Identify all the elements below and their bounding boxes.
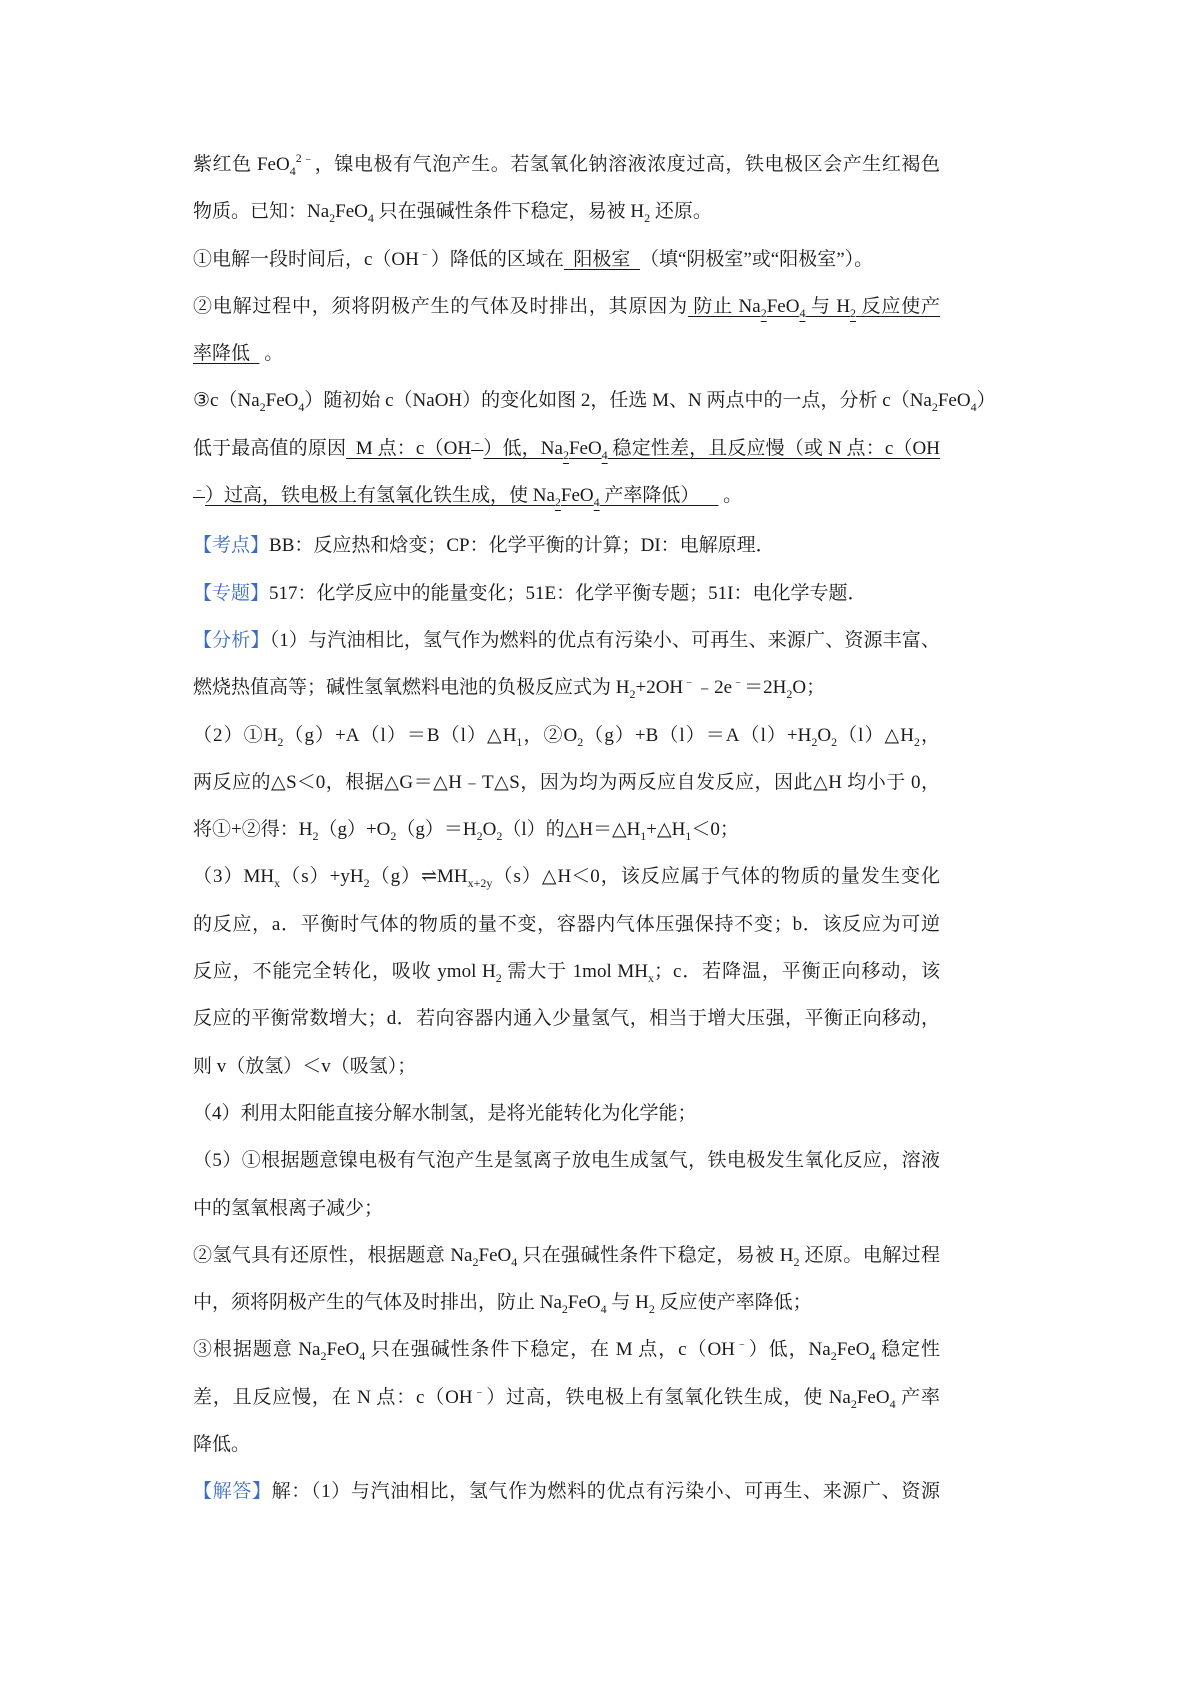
- subscript: 2: [363, 876, 370, 891]
- underlined-answer: 防止 Na: [687, 295, 761, 317]
- text-run: 低于最高值的原因: [193, 437, 347, 459]
- text-run: 紫红色 FeO: [193, 154, 290, 175]
- document-body: [193, 141, 996, 1516]
- subscript: 2: [850, 1396, 857, 1411]
- text-run: 则 v（放氢）＜v（吸氢）；: [193, 1055, 417, 1077]
- text-line: [193, 759, 940, 806]
- text-run: 还原。: [650, 201, 712, 223]
- fenxi-line: [193, 617, 940, 664]
- text-run: O: [817, 724, 832, 746]
- text-run: +2OH: [635, 677, 684, 699]
- subscript: 4: [600, 1302, 607, 1317]
- text-run: ②氢气具有还原性，根据题意 Na: [193, 1244, 473, 1266]
- subscript: 2: [496, 829, 503, 844]
- subscript: 4: [799, 305, 806, 320]
- text-run: FeO: [478, 1244, 512, 1266]
- text-run: （g）+O: [318, 819, 391, 841]
- underlined-answer: ）低，Na: [483, 437, 563, 459]
- text-run: 燃烧热值高等；碱性氢氧燃料电池的负极反应式为 H: [193, 677, 630, 699]
- text-run: ＝2H: [744, 677, 787, 699]
- subscript: 4: [298, 400, 305, 415]
- subscript: 4: [367, 211, 374, 226]
- text-run: 将①+②得：H: [193, 819, 313, 841]
- text-run: （l）△H: [837, 724, 914, 746]
- text-run: （s）+yH: [280, 866, 364, 888]
- subscript: 2: [277, 734, 284, 749]
- text-run: 517：化学反应中的能量变化；51E：化学平衡专题；51I：电化学专题．: [269, 582, 867, 604]
- superscript: ﹣: [732, 674, 745, 689]
- subscript: 2: [644, 211, 651, 226]
- text-line: [193, 1137, 940, 1184]
- text-run: FeO: [265, 390, 299, 412]
- text-line: [193, 806, 940, 853]
- text-run: ）降低的区域在: [430, 248, 564, 270]
- subscript: 2: [561, 1302, 568, 1317]
- text-run: FeO: [326, 1339, 360, 1361]
- text-run: ，镍电极有气泡产生。若氢氧化钠溶液浓度过高，铁电极区会产生红褐色: [314, 154, 940, 175]
- text-run: FeO: [856, 1386, 890, 1408]
- text-line: [193, 948, 940, 995]
- text-run: +△H: [646, 819, 686, 841]
- text-run: FeO: [836, 1339, 870, 1361]
- text-run: （g）+A（l）＝B（l）△H: [283, 724, 517, 746]
- text-run: ﹣2e: [695, 677, 733, 699]
- section-label: 【解答】: [193, 1481, 272, 1503]
- subscript: 4: [289, 164, 296, 178]
- text-run: 反应的平衡常数增大；d．若向容器内通入少量氢气，相当于增大压强，平衡正向移动，: [193, 1008, 940, 1030]
- section-label: 【分析】: [193, 629, 270, 651]
- text-run: 反应，不能完全转化，吸收 ymol H: [193, 961, 496, 983]
- text-run: ；c．若降温，平衡正向移动，该: [654, 961, 940, 983]
- text-run: 稳定性: [875, 1339, 940, 1361]
- superscript: ﹣: [471, 434, 484, 449]
- text-run: 差，且反应慢，在 N 点：c（OH: [193, 1386, 473, 1408]
- subscript: 2: [793, 1254, 800, 1269]
- text-line: [193, 1185, 940, 1232]
- text-run: 只在强碱性条件下稳定，易被 H: [373, 201, 645, 223]
- text-line: [193, 1326, 940, 1373]
- subscript: 2: [629, 687, 636, 702]
- text-run: 降低。: [193, 1434, 251, 1456]
- text-run: 只在强碱性条件下稳定，易被 H: [517, 1244, 794, 1266]
- text-line: [193, 188, 940, 235]
- text-run: 。: [718, 485, 743, 507]
- underlined-answer: ）过高，铁电极上有氢氧化铁生成，使 Na: [205, 485, 555, 507]
- subscript: 4: [511, 1254, 518, 1269]
- underlined-answer: FeO: [766, 295, 800, 317]
- text-run: 解：（1）与汽油相比，氢气作为燃料的优点有污染小、可再生、来源广、资源: [271, 1481, 940, 1503]
- text-run: O: [482, 819, 497, 841]
- underlined-answer: M 点：c（OH: [346, 437, 472, 459]
- underlined-answer: FeO: [568, 437, 602, 459]
- subscript: 2: [760, 305, 767, 320]
- subscript: x: [274, 876, 281, 891]
- text-run: FeO: [335, 201, 368, 223]
- text-run: 需大于 1mol MH: [501, 961, 648, 983]
- subscript: 2: [811, 734, 818, 749]
- text-run: （g）⇌MH: [369, 866, 468, 888]
- text-run: 产率: [895, 1386, 940, 1408]
- text-line: [193, 712, 940, 759]
- text-run: （1）与汽油相比，氢气作为燃料的优点有污染小、可再生、来源广、资源丰富、: [269, 629, 940, 651]
- text-line: [193, 283, 940, 330]
- jieda-line: [193, 1468, 940, 1515]
- subscript: 2: [259, 400, 266, 415]
- subscript: 2: [577, 734, 584, 749]
- subscript: 4: [359, 1349, 366, 1364]
- subscript: 2: [495, 971, 502, 986]
- superscript: ﹣: [734, 1336, 749, 1351]
- text-run: 中的氢氧根离子减少；: [193, 1197, 384, 1219]
- text-run: O；: [792, 677, 826, 699]
- underlined-answer: 与 H: [805, 295, 851, 317]
- subscript: 4: [593, 495, 600, 510]
- superscript: ﹣: [193, 482, 206, 497]
- text-line: [193, 1043, 940, 1090]
- section-label: 【专题】: [193, 582, 270, 604]
- text-run: 只在强碱性条件下稳定，在 M 点，c（OH: [365, 1339, 735, 1361]
- underlined-answer: FeO: [560, 485, 594, 507]
- text-run: ，②O: [522, 724, 578, 746]
- text-line: [193, 377, 996, 424]
- text-line: [193, 1374, 940, 1421]
- subscript: 4: [601, 447, 608, 462]
- subscript: 4: [970, 400, 977, 415]
- subscript: 2: [472, 1254, 479, 1269]
- text-run: （g）+B（l）＝A（l）+H: [583, 724, 812, 746]
- text-run: FeO: [567, 1292, 601, 1314]
- subscript: 2: [830, 1349, 837, 1364]
- underlined-answer: 稳定性差，且反应慢（或 N 点：c（OH: [607, 437, 940, 459]
- text-run: 的反应，a．平衡时气体的物质的量不变，容器内气体压强保持不变；b．该反应为可逆: [193, 913, 940, 935]
- text-run: ①电解一段时间后，c（OH: [193, 248, 419, 270]
- subscript: 2: [554, 495, 561, 510]
- text-run: 还原。电解过程: [799, 1244, 940, 1266]
- subscript: 2: [913, 734, 920, 749]
- text-line: [193, 995, 940, 1042]
- kaodian-line: [193, 522, 940, 569]
- subscript: 1: [516, 734, 523, 749]
- text-run: （4）利用太阳能直接分解水制氢，是将光能转化为化学能；: [193, 1102, 697, 1124]
- subscript: 2: [562, 447, 569, 462]
- subscript: 2: [931, 400, 938, 415]
- text-line: [193, 664, 940, 711]
- text-run: ）过高，铁电极上有氢氧化铁生成，使 Na: [486, 1386, 851, 1408]
- text-run: （5）①根据题意镍电极有气泡产生是氢离子放电生成氢气，铁电极发生氧化反应，溶液: [193, 1150, 940, 1172]
- text-run: ）低，Na: [748, 1339, 831, 1361]
- text-run: ③根据题意 Na: [193, 1339, 321, 1361]
- subscript: 4: [889, 1396, 896, 1411]
- text-run: ，: [919, 724, 940, 746]
- text-run: （2）①H: [193, 724, 278, 746]
- subscript: x+2y: [467, 876, 493, 891]
- text-run: ）: [976, 390, 996, 412]
- underlined-answer: 率降低: [193, 343, 260, 365]
- text-line: [193, 901, 940, 948]
- text-run: 。: [259, 343, 284, 365]
- subscript: 2: [648, 1302, 655, 1317]
- text-run: （s）△H＜0，该反应属于气体的物质的量发生变化: [492, 866, 940, 888]
- text-run: （g）＝H: [396, 819, 477, 841]
- subscript: 2: [390, 829, 397, 844]
- text-line: [193, 1421, 940, 1468]
- section-label: 【考点】: [193, 535, 270, 557]
- subscript: 2: [320, 1349, 327, 1364]
- subscript: 2: [786, 687, 793, 702]
- text-run: 中，须将阴极产生的气体及时排出，防止 Na: [193, 1292, 562, 1314]
- text-line: [193, 853, 940, 900]
- text-run: ③c（Na: [193, 390, 260, 412]
- text-run: （3）MH: [193, 866, 275, 888]
- text-line: [193, 425, 940, 472]
- text-line: [193, 1232, 940, 1279]
- subscript: 1: [685, 829, 692, 844]
- text-line: [193, 236, 940, 283]
- text-run: ）随初始 c（NaOH）的变化如图 2，任选 M、N 两点中的一点，分析 c（Na: [304, 390, 932, 412]
- text-line: [193, 141, 940, 188]
- text-run: FeO: [937, 390, 971, 412]
- text-run: BB：反应热和焓变；CP：化学平衡的计算；DI：电解原理．: [269, 535, 775, 557]
- text-run: ②电解过程中，须将阴极产生的气体及时排出，其原因为: [193, 295, 688, 317]
- text-run: 反应使产率降低；: [654, 1292, 812, 1314]
- superscript: ﹣: [418, 245, 431, 260]
- text-run: 两反应的△S＜0，根据△G＝△H﹣T△S，因为均为两反应自发反应，因此△H 均小于 0，: [193, 771, 940, 793]
- text-run: （填“阴极室”或“阳极室”）。: [639, 248, 874, 270]
- subscript: 2: [476, 829, 483, 844]
- underlined-answer: 反应使产: [856, 295, 940, 317]
- text-line: [193, 330, 940, 377]
- text-line: [193, 1090, 940, 1137]
- text-run: 与 H: [606, 1292, 649, 1314]
- text-run: 物质。已知：Na: [193, 201, 330, 223]
- subscript: 2: [312, 829, 319, 844]
- zhuanti-line: [193, 570, 940, 617]
- text-run: ＜0；: [691, 819, 739, 841]
- underlined-answer: 产率降低）: [599, 485, 719, 507]
- subscript: 2: [329, 211, 336, 226]
- superscript: 2﹣: [295, 151, 315, 165]
- text-line: [193, 1279, 940, 1326]
- subscript: 2: [850, 305, 857, 320]
- superscript: ﹣: [683, 674, 696, 689]
- subscript: 2: [831, 734, 838, 749]
- text-run: （l）的△H＝△H: [502, 819, 641, 841]
- subscript: x: [648, 971, 654, 986]
- subscript: 1: [640, 829, 647, 844]
- superscript: ﹣: [472, 1383, 487, 1398]
- subscript: 4: [869, 1349, 876, 1364]
- text-line: [193, 472, 940, 519]
- underlined-answer: 阳极室: [563, 248, 640, 270]
